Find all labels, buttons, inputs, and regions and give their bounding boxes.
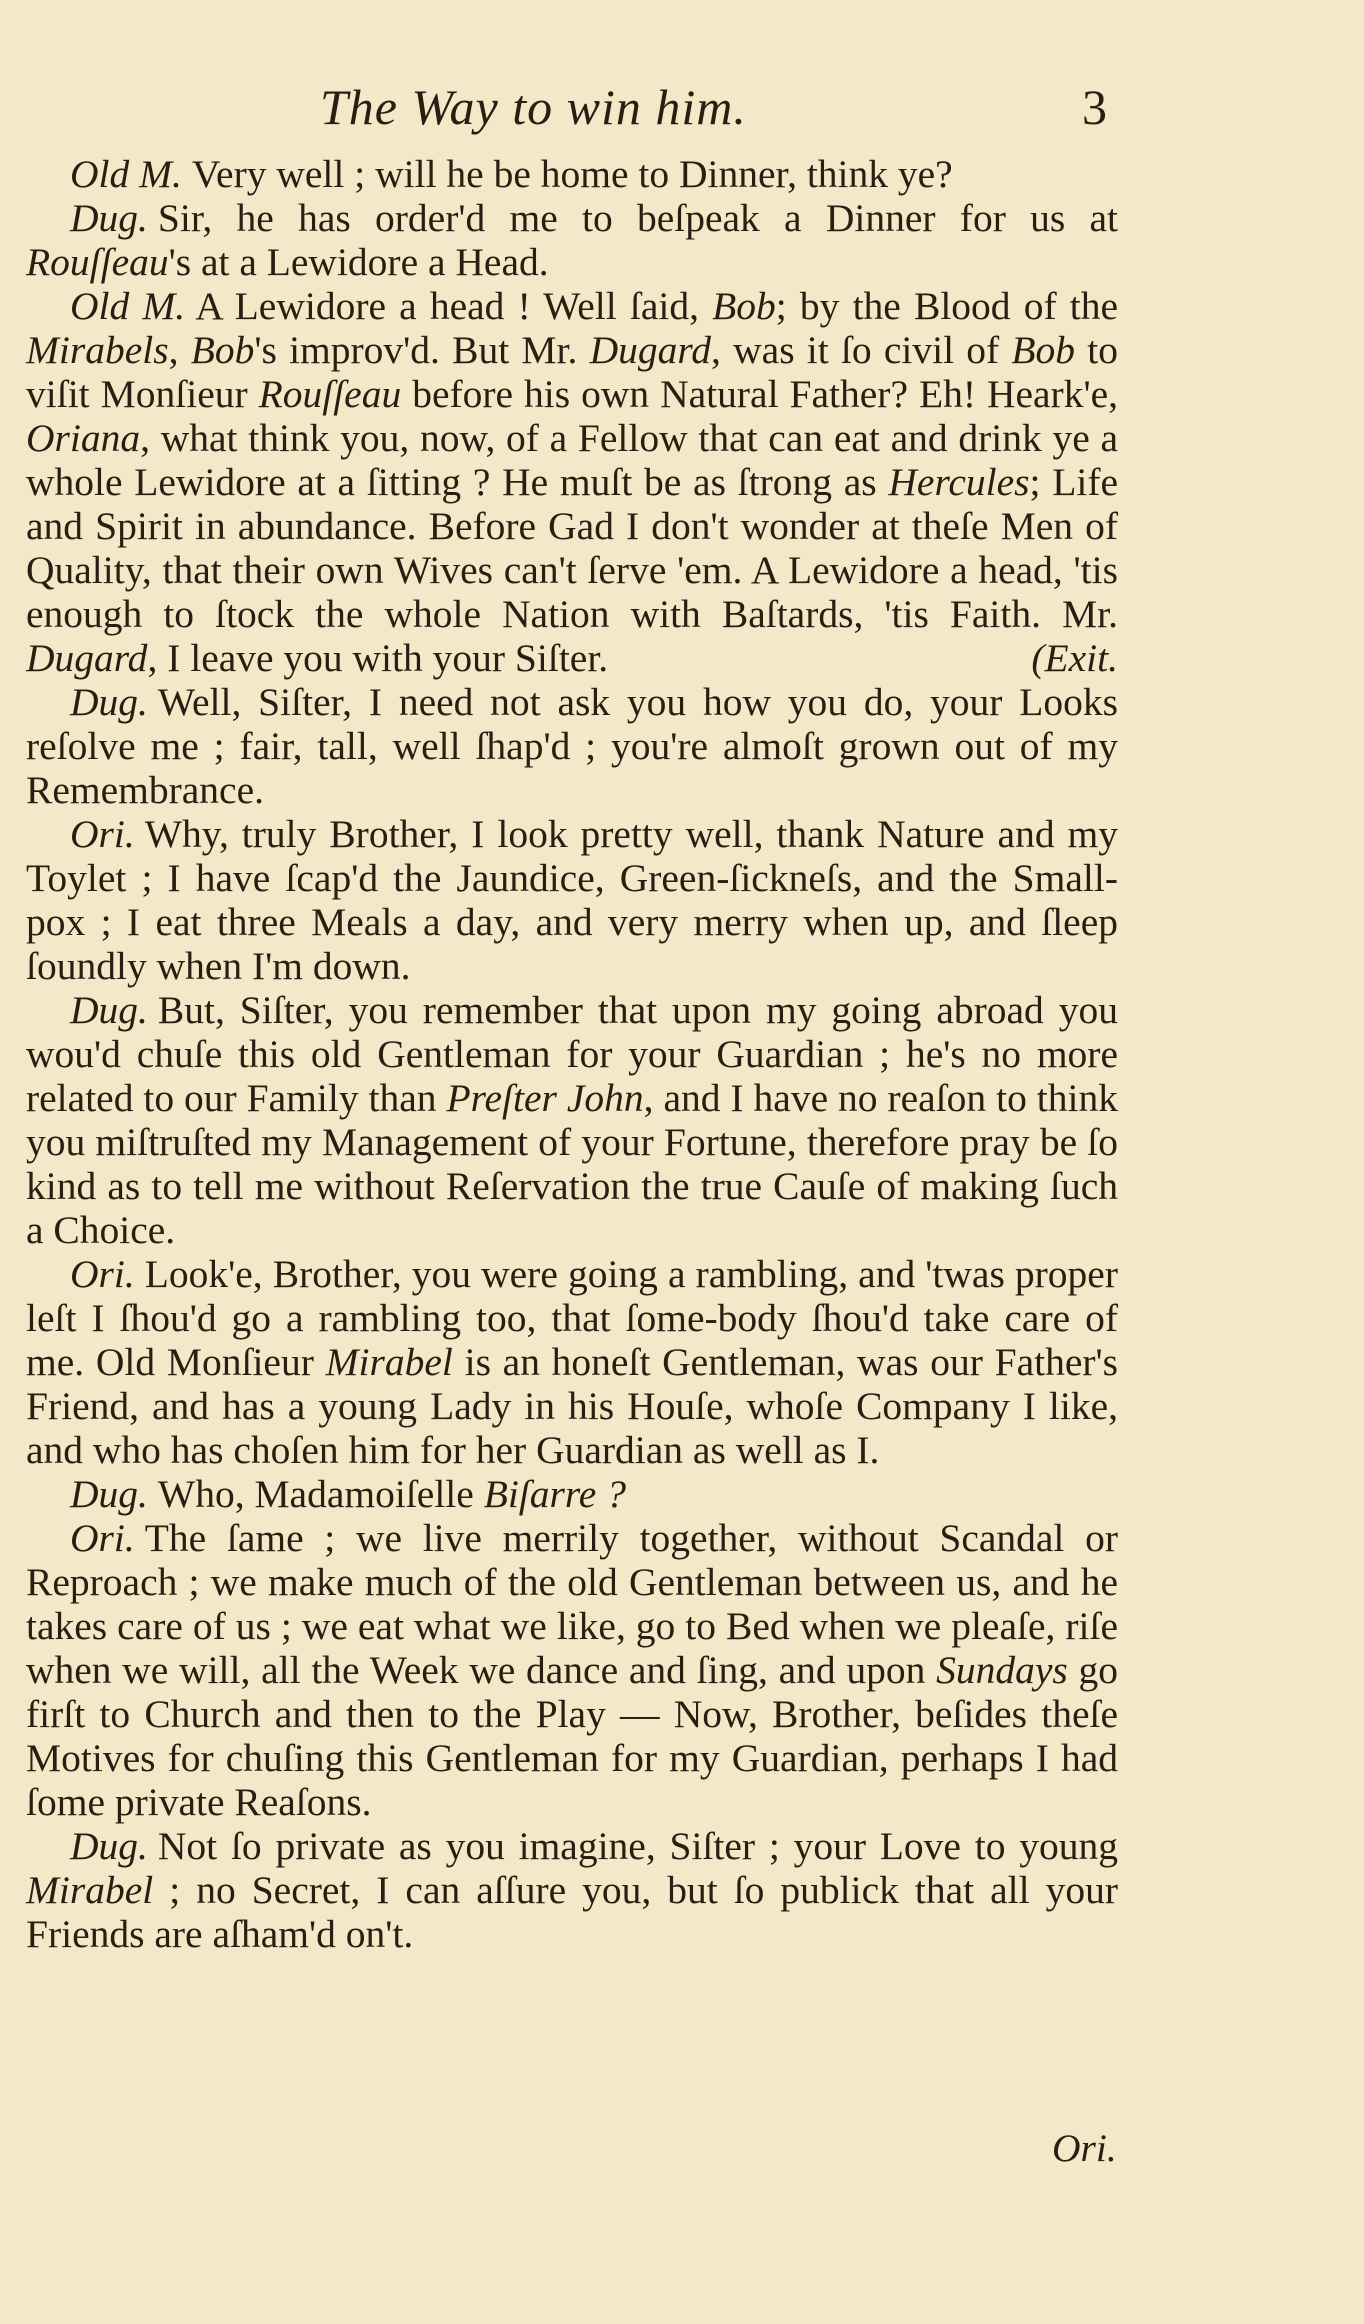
- italic-text: Hercules: [888, 460, 1030, 504]
- italic-text: Preſter John: [446, 1076, 644, 1120]
- italic-text: Biſarre ?: [483, 1472, 626, 1516]
- speaker-name: Ori.: [70, 812, 135, 856]
- speech-text: Not ſo private as you imagine, Siſter ; your Love to young: [157, 1824, 1118, 1868]
- speech-text: ; Life and Spirit in abundance. Before Gad I don't wonder at theſe Men of Quality, that their own Wives can't ſerve 'em. A Lewidore a head, 'tis enough to ſtock the whole Nation with Baſtards, 'tis Faith. Mr.: [26, 460, 1118, 636]
- speech-text: 's at a Lewidore a Head.: [168, 240, 549, 284]
- speech-paragraph: [26, 1472, 1118, 1516]
- speech-paragraph: [26, 680, 1118, 812]
- speech-text: , was it ſo civil of: [711, 328, 1012, 372]
- speech-text: ; no Secret, I can aſſure you, but ſo publick that all your Friends are aſham'd on't.: [26, 1868, 1118, 1956]
- speaker-name: Ori.: [70, 1252, 135, 1296]
- speech-text: before his own Natural Father? Eh! Heark'e,: [401, 372, 1118, 416]
- italic-text: Dugard: [589, 328, 712, 372]
- speech-paragraph: [26, 196, 1118, 284]
- speaker-name: Dug.: [70, 988, 148, 1032]
- speech-text: Well, Siſter, I need not ask you how you do, your Looks reſolve me ; fair, tall, well ſhap'd ; you're almoſt grown out of my Remembrance.: [26, 680, 1118, 812]
- catchword: Ori.: [1052, 2126, 1117, 2170]
- speaker-name: Old M.: [70, 284, 186, 328]
- speech-text: , what think you, now, of a Fellow that can eat and drink ye a whole Lewidore at a ſitting ? He muſt be as ſtrong as: [26, 416, 1118, 504]
- italic-text: Rouſſeau: [258, 372, 402, 416]
- speech-paragraph: [26, 284, 1118, 680]
- speech-text: But, Siſter, you remember that upon my going abroad you wou'd chuſe this old Gentleman for your Guardian ; he's no more related to our Family than: [26, 988, 1118, 1120]
- speech-paragraph: [26, 988, 1118, 1252]
- speech-text: Why, truly Brother, I look pretty well, thank Nature and my Toylet ; I have ſcap'd the Jaundice, Green-ſickneſs, and the Small-pox ; I eat three Meals a day, and very merry when up, and ſleep ſoundly when I'm down.: [26, 812, 1118, 988]
- running-title: The Way to win him.: [320, 79, 747, 135]
- speech-text: 's improv'd. But Mr.: [254, 328, 590, 372]
- speech-text: Sir, he has order'd me to beſpeak a Dinner for us at: [157, 196, 1118, 240]
- speech-paragraph: [26, 1824, 1118, 1956]
- dialogue-text: [26, 152, 1118, 1956]
- italic-text: Bob: [712, 284, 776, 328]
- speaker-name: Dug.: [70, 196, 148, 240]
- speech-text: Very well ; will he be home to Dinner, think ye?: [191, 152, 953, 196]
- speech-text: The ſame ; we live merrily together, without Scandal or Reproach ; we make much of the old Gentleman between us, and he takes care of us ; we eat what we like, go to Bed when we pleaſe, riſe when we will, all the Week we dance and ſing, and upon: [26, 1516, 1118, 1692]
- speaker-name: Old M.: [70, 152, 182, 196]
- speech-paragraph: [26, 1516, 1118, 1824]
- italic-text: Bob: [190, 328, 255, 372]
- speech-paragraph: [26, 1252, 1118, 1472]
- speaker-name: Dug.: [70, 1472, 148, 1516]
- speech-text: to viſit Monſieur: [26, 328, 1119, 416]
- speech-text: A Lewidore a head ! Well ſaid,: [195, 284, 713, 328]
- speaker-name: Dug.: [70, 680, 148, 724]
- speech-paragraph: [26, 812, 1118, 988]
- italic-text: Rouſſeau: [26, 240, 169, 284]
- speech-text: Who, Madamoiſelle: [157, 1472, 484, 1516]
- speaker-name: Dug.: [70, 1824, 148, 1868]
- speech-text: , I leave you with your Siſter.: [147, 636, 609, 680]
- italic-text: Sundays: [936, 1648, 1068, 1692]
- italic-text: Mirabel: [325, 1340, 453, 1384]
- page-header: [0, 78, 1364, 158]
- speech-text: is an honeſt Gentleman, was our Father's Friend, and has a young Lady in his Houſe, whoſe Company I like, and who has choſen him for her Guardian as well as I.: [26, 1340, 1118, 1472]
- page-number: 3: [1082, 79, 1107, 135]
- italic-text: Bob: [1011, 328, 1076, 372]
- speech-paragraph: [26, 152, 1118, 196]
- speech-text: Look'e, Brother, you were going a rambling, and 'twas proper leſt I ſhou'd go a rambling too, that ſome-body ſhou'd take care of me. Old Monſieur: [26, 1252, 1118, 1384]
- italic-text: Mirabels: [26, 328, 169, 372]
- italic-text: Mirabel: [26, 1868, 154, 1912]
- italic-text: Dugard: [26, 636, 148, 680]
- speech-text: go firſt to Church and then to the Play — Now, Brother, beſides theſe Motives for chuſing this Gentleman for my Guardian, perhaps I had ſome private Reaſons.: [26, 1648, 1119, 1824]
- speech-text: ; by the Blood of the: [775, 284, 1118, 328]
- speaker-name: Ori.: [70, 1516, 135, 1560]
- stage-direction: (Exit.: [1031, 636, 1118, 680]
- speech-text: ,: [168, 328, 191, 372]
- italic-text: Oriana: [26, 416, 141, 460]
- speech-text: , and I have no reaſon to think you miſtruſted my Management of your Fortune, therefore pray be ſo kind as to tell me without Reſervation the true Cauſe of making ſuch a Choice.: [26, 1076, 1118, 1252]
